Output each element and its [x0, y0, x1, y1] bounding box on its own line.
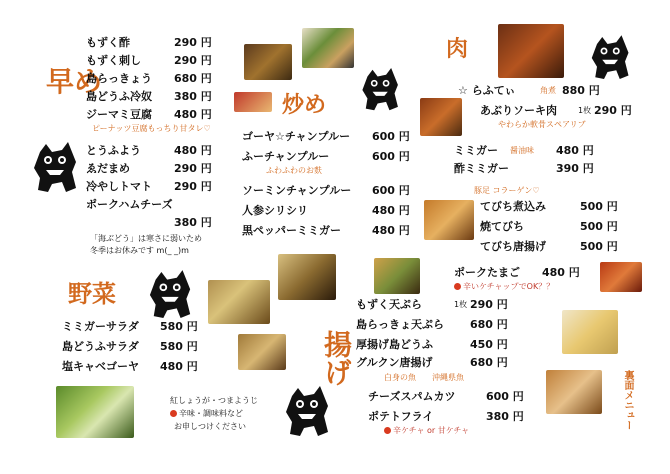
food-photo [234, 92, 272, 112]
section-heading-meat: 肉 [446, 36, 469, 62]
condiment-note-text: 辛味・調味料など [179, 409, 243, 418]
chili-dot-icon [454, 283, 461, 290]
menu-item-note: 豚足 コラーゲン♡ [474, 186, 540, 195]
menu-item-qty: 1枚 [578, 106, 592, 115]
shisa-illustration [590, 34, 632, 82]
section-heading-vegetable: 野菜 [68, 279, 116, 308]
menu-item-name: 島どうふサラダ [62, 340, 139, 353]
menu-item-price: 290 円 [470, 298, 508, 311]
menu-item-price: 290 円 [174, 180, 212, 193]
menu-item-price: 500 円 [580, 200, 618, 213]
condiment-note: お申しつけください [174, 422, 246, 431]
shisa-illustration [282, 386, 334, 438]
menu-item-price: 290 円 [174, 36, 212, 49]
menu-item-note [384, 426, 469, 436]
menu-item-name: 塩キャベゴーヤ [62, 360, 139, 373]
menu-item-price: 580 円 [160, 320, 198, 333]
menu-item-price: 480 円 [174, 108, 212, 121]
menu-item-name: 冷やしトマト [86, 180, 152, 193]
food-photo [420, 98, 462, 136]
menu-item-name: もずく天ぷら [356, 298, 422, 311]
food-photo [424, 200, 474, 240]
food-photo [302, 28, 354, 68]
menu-item-name: ジーマミ豆腐 [86, 108, 152, 121]
food-photo [278, 254, 336, 300]
menu-item-price: 580 円 [160, 340, 198, 353]
menu-item-price: 880 円 [562, 84, 600, 97]
menu-item-name: 酢ミミガー [454, 162, 509, 175]
menu-item-name: ポークハムチーズ [86, 198, 173, 211]
menu-item-price: 600 円 [372, 184, 410, 197]
menu-item-price: 480 円 [372, 224, 410, 237]
menu-item-name: 厚揚げ島どうふ [356, 338, 433, 351]
menu-item-price: 380 円 [174, 216, 212, 229]
menu-item-name: もずく酢 [86, 36, 130, 49]
food-photo [244, 44, 292, 80]
menu-item-name: ソーミンチャンプルー [242, 184, 352, 197]
menu-item-price: 600 円 [372, 150, 410, 163]
condiment-note: 紅しょうが・つまようじ [170, 396, 258, 405]
menu-item-price: 480 円 [556, 144, 594, 157]
menu-item-note: やわらか軟骨スペアリブ [498, 120, 586, 129]
menu-item-name: ポークたまご [454, 266, 520, 279]
food-photo [562, 310, 618, 354]
menu-item-name: ミミガー [454, 144, 498, 157]
menu-item-name: ゴーヤ☆チャンプルー [242, 130, 351, 143]
menu-item-name: あぶりソーキ肉 [480, 104, 557, 117]
menu-item-note-text: 辛ケチャ or 甘ケチャ [393, 426, 470, 435]
menu-item-price: 450 円 [470, 338, 508, 351]
section-heading-stirfry: 炒め [282, 92, 327, 118]
section-heading-fried: 揚げ [320, 330, 353, 386]
food-photo [56, 386, 134, 438]
menu-item-name: ☆ らふてぃ [458, 84, 516, 97]
menu-item-price: 500 円 [580, 240, 618, 253]
menu-item-price: 680 円 [470, 318, 508, 331]
menu-item-price: 680 円 [470, 356, 508, 369]
food-photo [546, 370, 602, 414]
menu-item-name: グルクン唐揚げ [356, 356, 433, 369]
menu-item-name: 島らっきょ天ぷら [356, 318, 444, 331]
chili-dot-icon [170, 410, 177, 417]
menu-item-price: 680 円 [174, 72, 212, 85]
menu-item-name: てびち煮込み [480, 200, 546, 213]
menu-item-price: 390 円 [556, 162, 594, 175]
menu-item-name: ミミガーサラダ [62, 320, 139, 333]
section-heading-early: 早め [46, 65, 103, 98]
menu-item-price: 380 円 [174, 90, 212, 103]
menu-item-price: 290 円 [174, 54, 212, 67]
menu-item-note [454, 282, 554, 292]
food-photo [600, 262, 642, 292]
menu-item-name: 黒ペッパーミミガー [242, 224, 341, 237]
menu-item-name: ふーチャンプルー [242, 150, 330, 163]
food-photo [238, 334, 286, 370]
menu-item-tag: 角煮 [540, 86, 556, 95]
menu-item-name: 島どうふ冷奴 [86, 90, 152, 103]
seasonal-note: 冬季はお休みです m(_ _)m [90, 246, 189, 255]
menu-item-name: チーズスパムカツ [368, 390, 456, 403]
menu-item-price: 600 円 [372, 130, 410, 143]
menu-item-qty: 1枚 [454, 300, 468, 309]
menu-item-price: 480 円 [542, 266, 580, 279]
menu-item-name: 焼てびち [480, 220, 524, 233]
food-photo [498, 24, 564, 78]
menu-item-name: もずく刺し [86, 54, 141, 67]
menu-item-name: 島らっきょう [86, 72, 152, 85]
seasonal-note: 「海ぶどう」は寒さに弱いため [90, 234, 202, 243]
menu-item-tag: 醤油味 [510, 146, 534, 155]
condiment-note [170, 409, 243, 419]
menu-item-note: ピーナッツ豆腐もっちり甘タレ♡ [92, 124, 211, 133]
menu-item-name: とうふよう [86, 144, 141, 157]
menu-item-name: ポテトフライ [368, 410, 434, 423]
back-menu-label: 裏面メニュー [622, 370, 633, 430]
food-photo [374, 258, 420, 294]
menu-item-name: 人参シリシリ [242, 204, 308, 217]
menu-item-name: てびち唐揚げ [480, 240, 546, 253]
menu-item-note: 白身の魚 [384, 373, 416, 382]
menu-item-name: ゑだまめ [86, 162, 130, 175]
shisa-illustration [148, 270, 194, 320]
menu-item-price: 480 円 [372, 204, 410, 217]
menu-item-price: 380 円 [486, 410, 524, 423]
food-photo [208, 280, 270, 324]
menu-item-note: ふわふわのお麩 [266, 166, 322, 175]
menu-item-price: 290 円 [174, 162, 212, 175]
shisa-illustration [356, 68, 406, 112]
menu-item-price: 600 円 [486, 390, 524, 403]
shisa-illustration [32, 142, 80, 194]
chili-dot-icon [384, 427, 391, 434]
menu-item-note-text: 辛いケチャップでOK？？ [463, 282, 555, 291]
menu-item-price: 500 円 [580, 220, 618, 233]
menu-item-note: 沖縄県魚 [432, 373, 464, 382]
menu-item-price: 290 円 [594, 104, 632, 117]
menu-item-price: 480 円 [174, 144, 212, 157]
menu-item-price: 480 円 [160, 360, 198, 373]
